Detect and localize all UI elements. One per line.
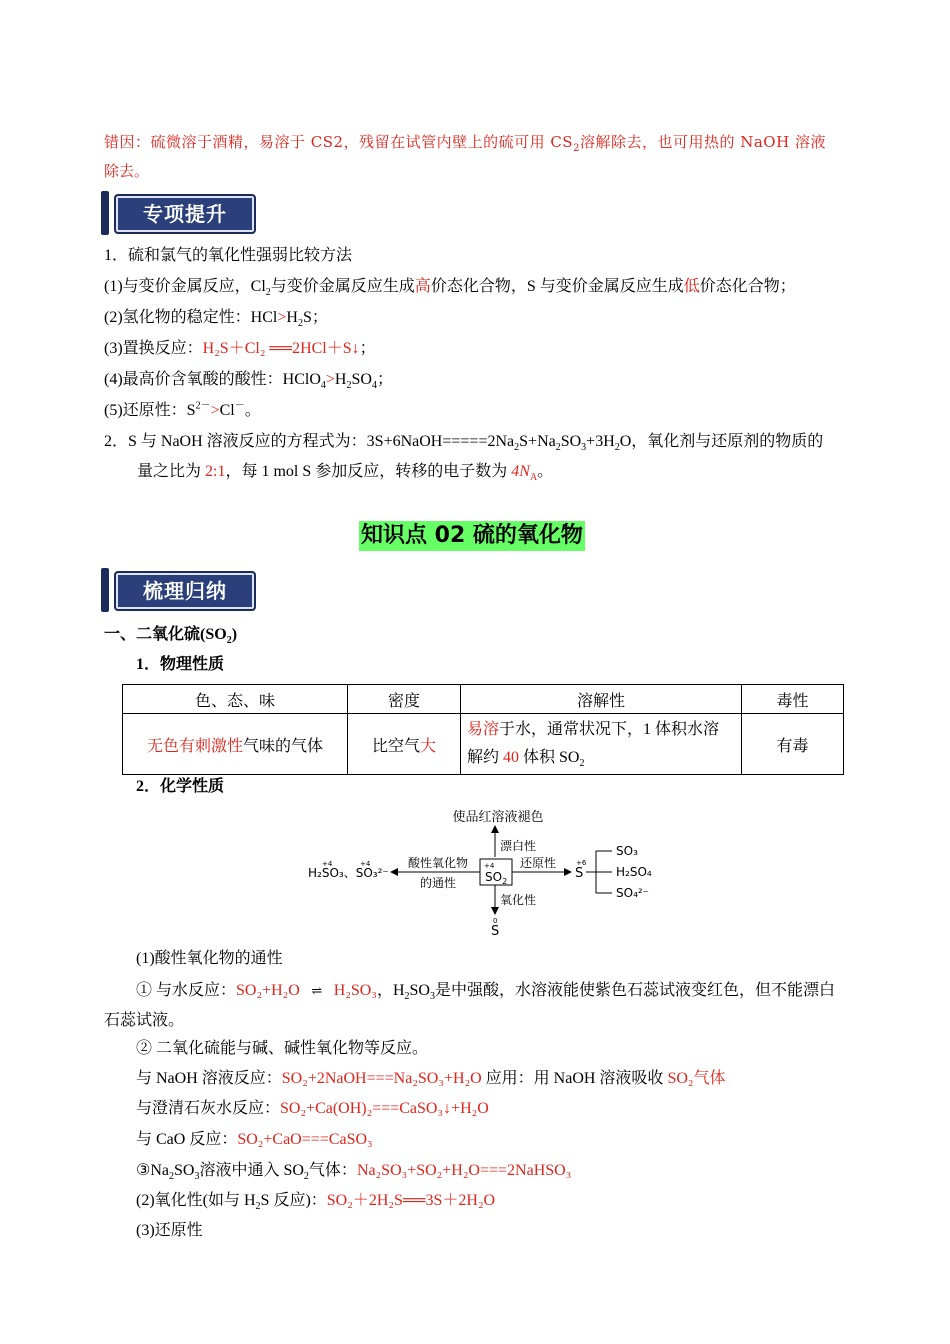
text: (5)还原性：S <box>104 402 196 419</box>
sub: 4 <box>320 380 326 392</box>
text: 比空气 <box>371 737 420 755</box>
arrow-down-head <box>491 907 499 915</box>
sub: 2 <box>514 442 520 454</box>
text: +3H <box>586 433 615 450</box>
item1-line5 <box>104 400 261 422</box>
item1-line3 <box>104 338 376 360</box>
bottom-ox: 0 <box>493 917 498 925</box>
answer: 40 <box>503 749 520 766</box>
item2-line1 <box>104 431 823 453</box>
item1-title: 1．硫和氯气的氧化性强弱比较方法 <box>104 247 353 264</box>
answer: SO₂气体 <box>667 1070 726 1087</box>
text: 与 CaO 反应： <box>136 1131 238 1148</box>
text: (3)置换反应： <box>104 340 203 357</box>
text: ③Na <box>136 1162 169 1179</box>
banner-label: 专项提升 <box>143 202 227 226</box>
diagram-top-label: 使品红溶液褪色 <box>452 810 544 825</box>
sub: 2 <box>346 380 352 392</box>
sub: 2 <box>502 877 508 886</box>
text: 2．S 与 NaOH 溶液反应的方程式为：3S+6NaOH=====2Na <box>104 433 515 450</box>
text: ； <box>359 340 376 357</box>
sup: 2－ <box>195 400 211 412</box>
answer <box>511 463 538 484</box>
text: 价态化合物； <box>699 278 796 295</box>
arrow-up-head <box>491 825 499 833</box>
sub: 2 <box>555 442 561 454</box>
section-banner-summary <box>101 568 257 612</box>
chemical-props-title: 2．化学性质 <box>136 778 225 795</box>
table-header: 毒性 <box>742 685 844 714</box>
answer: 低 <box>683 278 700 295</box>
sup: － <box>234 400 245 412</box>
item2-line2 <box>137 461 553 483</box>
reducing-title: (3)还原性 <box>136 1222 203 1239</box>
answer-equation: SO₂+CaO===CaSO₃ <box>237 1131 373 1148</box>
banner-label: 梳理归纳 <box>143 579 227 603</box>
sub: 2 <box>614 442 620 454</box>
text: S+Na <box>519 433 556 450</box>
text: SO <box>351 371 372 388</box>
text: 是中强酸，水溶液能使紫色石蕊试液变红色，但不能漂白 <box>434 982 835 999</box>
sub: 2 <box>303 1171 309 1183</box>
answer: 有刺激性 <box>178 737 243 755</box>
right-s: S <box>575 866 584 881</box>
water-reaction-line1 <box>136 980 835 1002</box>
limewater-reaction <box>136 1098 489 1120</box>
table-header-row <box>123 685 844 714</box>
answer: 无色 <box>146 737 179 755</box>
right-item-3: SO₄²⁻ <box>616 886 650 900</box>
text: (2)氢化物的稳定性：HCl <box>104 309 278 326</box>
right-label: 还原性 <box>519 856 557 870</box>
error-note-line2: 除去。 <box>104 162 150 180</box>
sub: 2 <box>265 287 271 299</box>
text: O，氧化剂与还原剂的物质的 <box>619 433 824 450</box>
right-item-2: H₂SO₄ <box>616 865 652 879</box>
text: 溶液中通入 SO <box>199 1162 304 1179</box>
table-cell-color <box>123 714 348 775</box>
sub: A <box>529 472 538 484</box>
answer-equation: H₂SO₃ <box>333 982 377 999</box>
reversible-arrow-icon: ⇌ <box>311 983 323 998</box>
left-label-2: 的通性 <box>419 876 457 890</box>
answer: 大 <box>420 737 437 755</box>
text: (2)氧化性(如与 H <box>136 1192 256 1209</box>
text: SO <box>174 1162 195 1179</box>
sub: 2 <box>255 1201 261 1213</box>
table-header: 密度 <box>348 685 461 714</box>
cao-reaction <box>136 1129 373 1151</box>
answer: > <box>210 402 220 419</box>
banner-bar <box>101 568 109 612</box>
text: 与变价金属反应生成 <box>270 278 415 295</box>
left-products: H₂SO₃、SO₃²⁻ <box>308 866 389 880</box>
answer: 2:1 <box>205 463 226 480</box>
text: 量之比为 <box>137 463 206 480</box>
bottom-label: 氧化性 <box>500 893 537 907</box>
answer-equation: SO₂＋2H₂S══3S＋2H₂O <box>326 1192 496 1209</box>
text: H <box>334 371 347 388</box>
text: S 反应)： <box>260 1192 327 1209</box>
diagram-bleach-label: 漂白性 <box>500 839 537 853</box>
text: 于水，通常状况下，1 体积水溶 <box>499 721 720 738</box>
text: 。 <box>244 402 261 419</box>
na2so3-reaction <box>136 1160 571 1182</box>
answer-equation: SO₂+2NaOH===Na₂SO₃+H₂O <box>281 1070 482 1087</box>
text: 与 NaOH 溶液反应： <box>136 1070 282 1087</box>
so2-properties-diagram <box>300 805 680 943</box>
error-note-text-a: 错因：硫微溶于酒精，易溶于 CS2，残留在试管内壁上的硫可用 CS <box>104 133 574 151</box>
answer-equation: Na₂SO₃+SO₂+H₂O===2NaHSO₃ <box>356 1162 572 1179</box>
text: Cl <box>219 402 235 419</box>
table-row <box>123 714 844 775</box>
naoh-reaction <box>136 1068 725 1090</box>
right-ox: +6 <box>576 859 587 867</box>
table-cell-toxicity: 有毒 <box>742 714 844 775</box>
base-reaction-intro: ② 二氧化硫能与碱、碱性氧化物等反应。 <box>136 1040 429 1057</box>
text: 气体： <box>308 1162 357 1179</box>
text: SO <box>560 433 582 450</box>
table-header: 色、态、味 <box>123 685 348 714</box>
answer-equation: H₂S＋Cl₂ ══2HCl＋S↓ <box>202 340 360 357</box>
text: ① 与水反应： <box>136 982 237 999</box>
sub: 2 <box>579 758 585 770</box>
text: 一、二氧化硫(SO <box>104 626 227 643</box>
sub: 2 <box>297 318 303 330</box>
error-note-text-b: 溶解除去，也可用热的 NaOH 溶液 <box>579 133 826 151</box>
text: (1)与变价金属反应，Cl <box>104 278 266 295</box>
text: H <box>286 309 298 326</box>
text: SO <box>485 870 503 884</box>
answer: 易溶 <box>467 721 500 738</box>
text: ，H <box>376 982 405 999</box>
text: (4)最高价含氧酸的酸性：HClO <box>104 371 321 388</box>
text: SO <box>409 982 430 999</box>
left-label-1: 酸性氧化物 <box>407 856 469 870</box>
knowledge-point-title: 知识点 02 硫的氧化物 <box>359 521 585 551</box>
text: ； <box>376 371 393 388</box>
text: 解约 <box>467 749 504 766</box>
item1-line4 <box>104 369 393 391</box>
answer-equation: SO₂+Ca(OH)₂===CaSO₃↓+H₂O <box>280 1100 489 1117</box>
table-cell-solubility <box>461 714 742 775</box>
physical-props-title: 1．物理性质 <box>136 656 225 673</box>
left-ox-b: +4 <box>360 860 371 868</box>
acid-oxide-title: (1)酸性氧化物的通性 <box>136 950 283 967</box>
oxidizing-line <box>136 1190 495 1212</box>
sub: 3 <box>581 442 587 454</box>
text: 与澄清石灰水反应： <box>136 1100 281 1117</box>
sub: 3 <box>429 991 435 1003</box>
sub: 2 <box>226 635 232 647</box>
sub: 3 <box>194 1171 200 1183</box>
left-ox: +4 <box>322 860 333 868</box>
sub: 2 <box>169 1171 174 1183</box>
item1-line1 <box>104 276 796 298</box>
text: 应用：用 NaOH 溶液吸收 <box>481 1070 668 1087</box>
center-ox: +4 <box>484 862 495 870</box>
sub: 4 <box>371 380 377 392</box>
item1-line2 <box>104 307 328 329</box>
text: 4N <box>511 463 530 480</box>
arrow-right-head <box>564 868 572 876</box>
text: 气味的气体 <box>243 737 324 755</box>
text: 体积 SO <box>519 749 580 766</box>
text: 价态化合物，S 与变价金属反应生成 <box>430 278 684 295</box>
bottom-s: S <box>491 924 500 939</box>
physical-props-table <box>122 684 844 775</box>
text: 。 <box>537 463 554 480</box>
banner-bar <box>101 191 109 235</box>
sub: 2 <box>404 991 410 1003</box>
text: ) <box>231 626 238 643</box>
water-reaction-line2: 石蕊试液。 <box>104 1012 185 1029</box>
section-banner-special <box>101 191 257 235</box>
table-cell-density <box>348 714 461 775</box>
error-note-line1 <box>104 131 826 153</box>
text: S； <box>302 309 328 326</box>
error-note-sub: 2 <box>573 143 580 154</box>
table-header: 溶解性 <box>461 685 742 714</box>
answer-equation: SO₂+H₂O <box>236 982 300 999</box>
arrow-left-head <box>390 868 398 876</box>
answer: > <box>325 371 335 388</box>
text: ，每 1 mol S 参加反应，转移的电子数为 <box>225 463 512 480</box>
so2-heading <box>104 624 237 646</box>
right-item-1: SO₃ <box>616 844 638 858</box>
answer: > <box>277 309 287 326</box>
answer: 高 <box>414 278 431 295</box>
